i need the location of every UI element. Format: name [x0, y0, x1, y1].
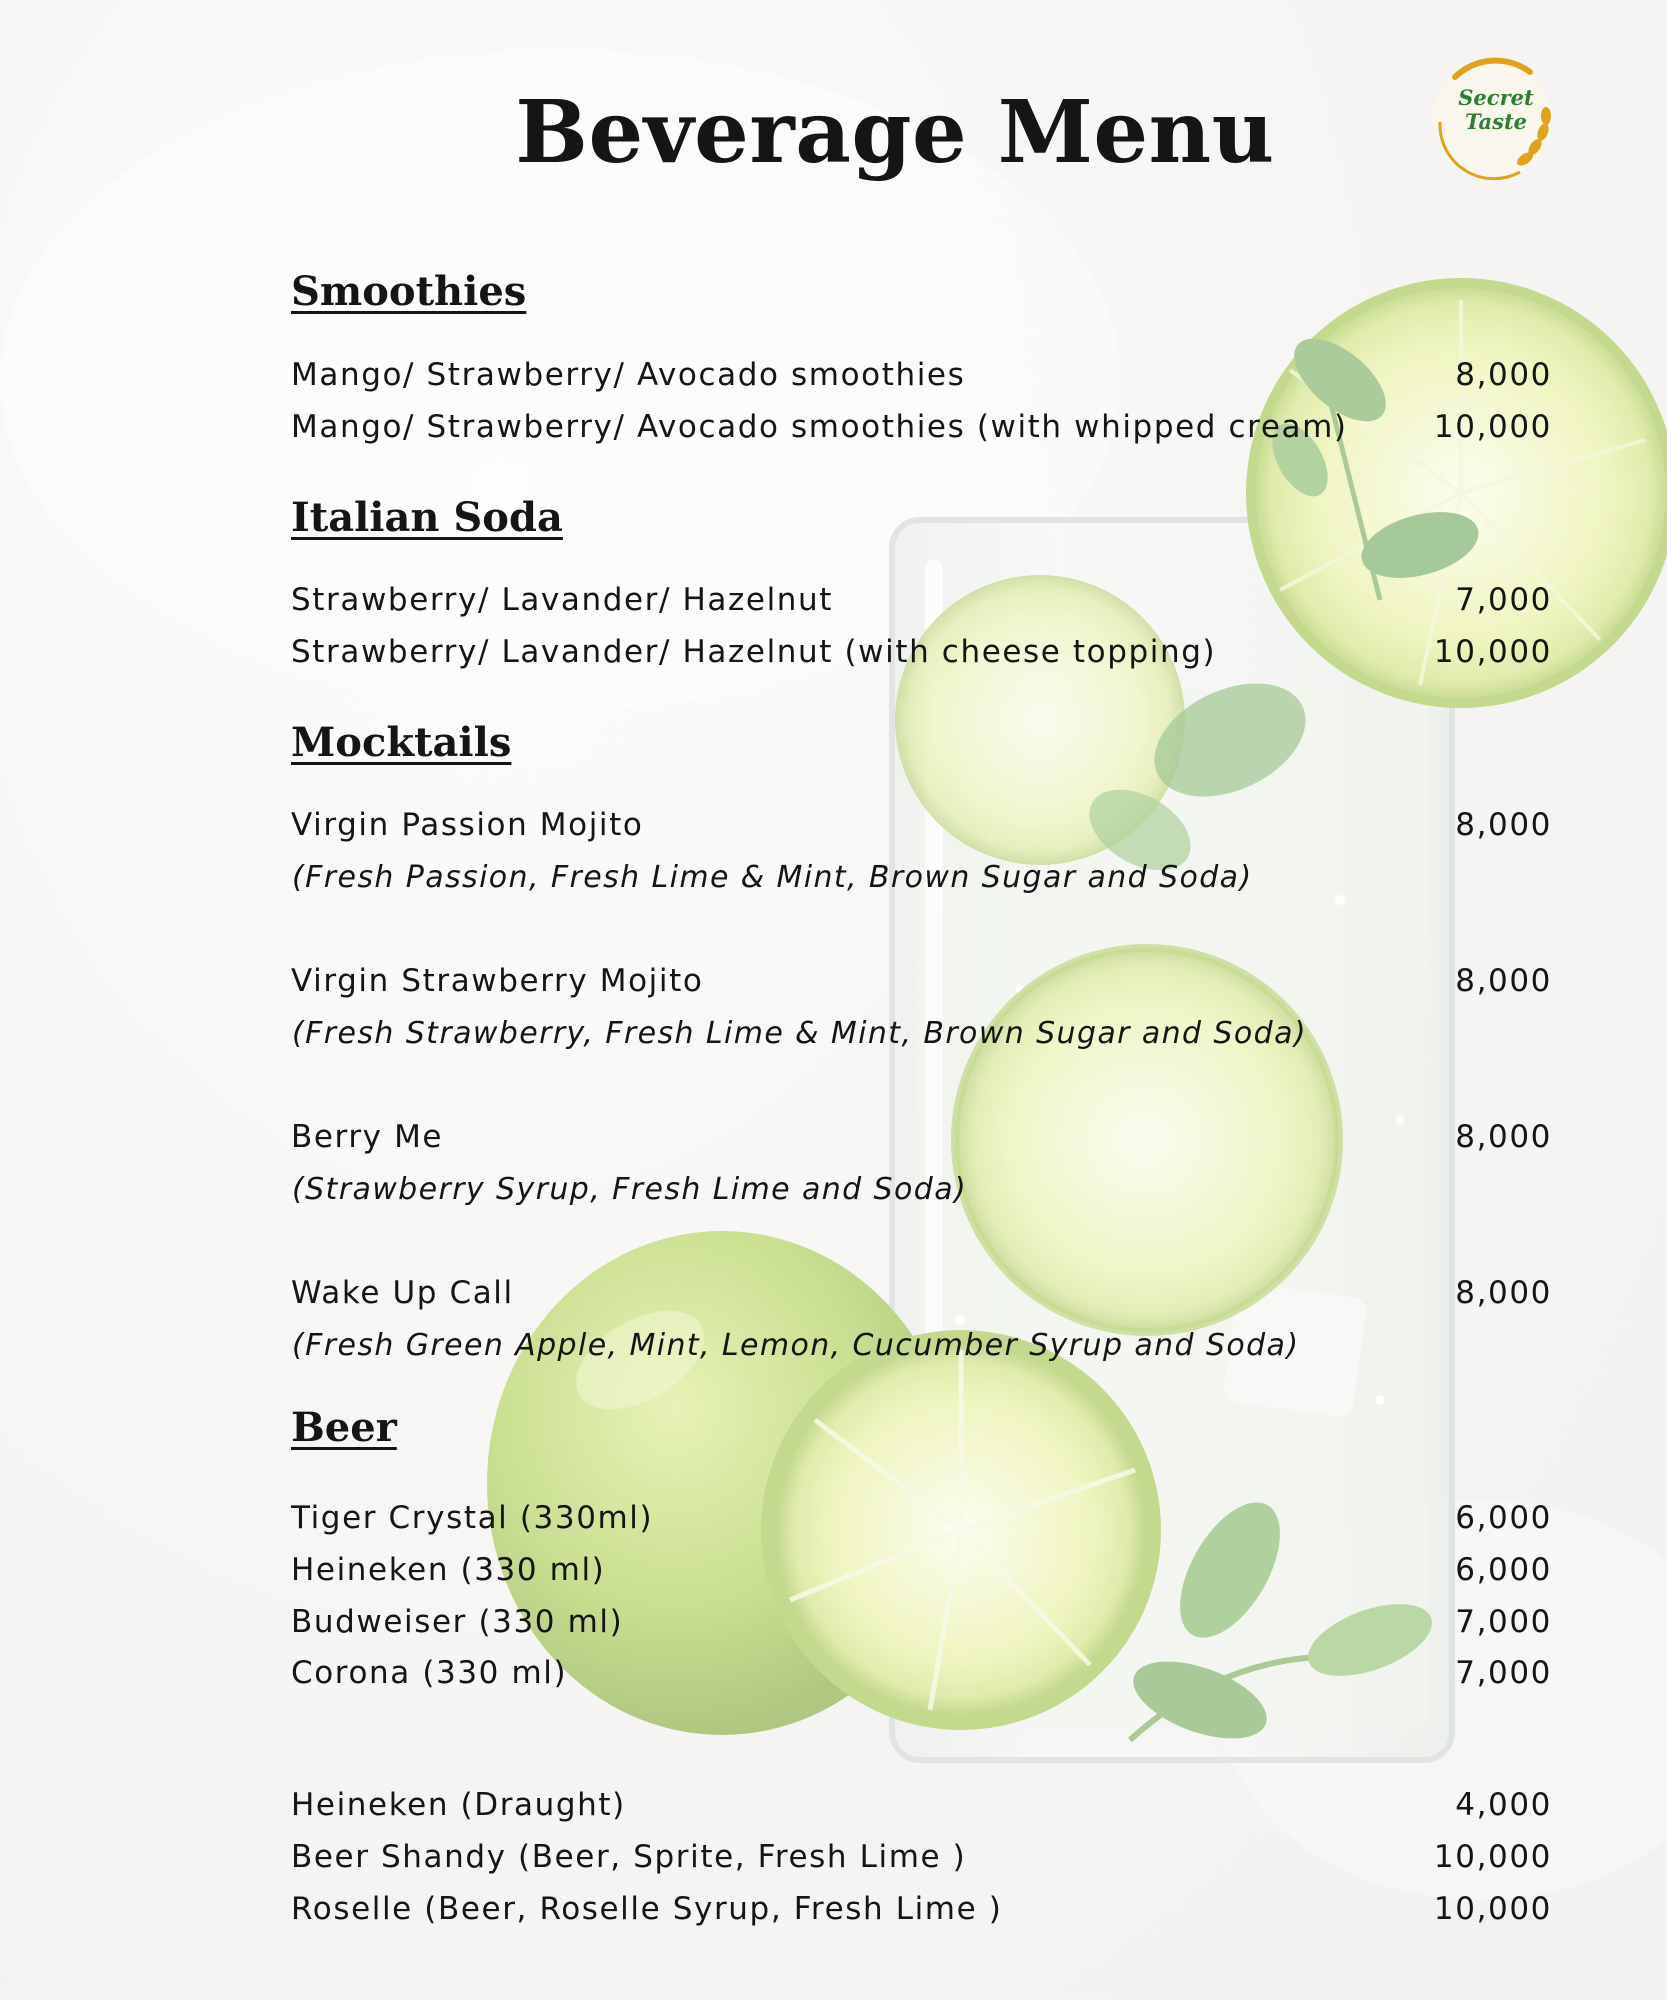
- item-price: 10,000: [1433, 409, 1552, 445]
- item-price: 10,000: [1433, 1839, 1552, 1875]
- menu-item: [291, 582, 1552, 618]
- logo-line-1: Secret: [1458, 85, 1534, 110]
- item-description: (Fresh Green Apple, Mint, Lemon, Cucumber Syrup and Soda): [292, 1328, 1300, 1363]
- item-name: Heineken (330 ml): [291, 1552, 606, 1588]
- menu-item: [291, 1552, 1552, 1588]
- item-price: 10,000: [1433, 634, 1552, 670]
- item-price: 4,000: [1455, 1787, 1552, 1823]
- item-name: Strawberry/ Lavander/ Hazelnut: [291, 582, 834, 618]
- item-price: 6,000: [1455, 1500, 1552, 1536]
- item-price: 10,000: [1433, 1891, 1552, 1927]
- logo-line-2: Taste: [1464, 109, 1528, 134]
- page-title: Beverage Menu: [515, 82, 1275, 183]
- item-name: Budweiser (330 ml): [291, 1604, 624, 1640]
- menu-item: [291, 1500, 1552, 1536]
- menu-item: [291, 1839, 1552, 1875]
- item-name: Mango/ Strawberry/ Avocado smoothies: [291, 357, 966, 393]
- item-name: Beer Shandy (Beer, Sprite, Fresh Lime ): [291, 1839, 967, 1875]
- item-description: (Strawberry Syrup, Fresh Lime and Soda): [292, 1172, 968, 1207]
- item-name: Virgin Passion Mojito: [291, 807, 644, 843]
- menu-item: [291, 1275, 1552, 1311]
- item-name: Virgin Strawberry Mojito: [291, 963, 704, 999]
- menu-item: [291, 1655, 1552, 1691]
- item-name: Wake Up Call: [291, 1275, 514, 1311]
- menu-item: [291, 1604, 1552, 1640]
- item-name: Mango/ Strawberry/ Avocado smoothies (with whipped cream): [291, 409, 1348, 445]
- menu-item: [291, 634, 1552, 670]
- menu-item: [291, 357, 1552, 393]
- item-price: 7,000: [1455, 1655, 1552, 1691]
- section-heading-mocktails: Mocktails: [291, 719, 512, 766]
- menu-item: [291, 963, 1552, 999]
- item-name: Roselle (Beer, Roselle Syrup, Fresh Lime ): [291, 1891, 1003, 1927]
- item-price: 7,000: [1455, 582, 1552, 618]
- menu-item: [291, 807, 1552, 843]
- item-name: Tiger Crystal (330ml): [291, 1500, 654, 1536]
- section-heading-beer: Beer: [291, 1404, 397, 1451]
- item-price: 8,000: [1455, 1275, 1552, 1311]
- item-price: 8,000: [1455, 1119, 1552, 1155]
- menu-item: [291, 1787, 1552, 1823]
- item-price: 8,000: [1455, 807, 1552, 843]
- section-heading-smoothies: Smoothies: [291, 268, 527, 315]
- menu-item: [291, 409, 1552, 445]
- section-heading-italian-soda: Italian Soda: [291, 494, 563, 541]
- item-price: 6,000: [1455, 1552, 1552, 1588]
- item-price: 8,000: [1455, 963, 1552, 999]
- menu-item: [291, 1891, 1552, 1927]
- item-name: Strawberry/ Lavander/ Hazelnut (with cheese topping): [291, 634, 1217, 670]
- item-price: 8,000: [1455, 357, 1552, 393]
- item-name: Corona (330 ml): [291, 1655, 568, 1691]
- item-name: Berry Me: [291, 1119, 444, 1155]
- item-price: 7,000: [1455, 1604, 1552, 1640]
- menu-item: [291, 1119, 1552, 1155]
- item-description: (Fresh Strawberry, Fresh Lime & Mint, Brown Sugar and Soda): [292, 1016, 1307, 1051]
- logo-text: [1446, 86, 1546, 134]
- item-name: Heineken (Draught): [291, 1787, 626, 1823]
- item-description: (Fresh Passion, Fresh Lime & Mint, Brown Sugar and Soda): [292, 860, 1253, 895]
